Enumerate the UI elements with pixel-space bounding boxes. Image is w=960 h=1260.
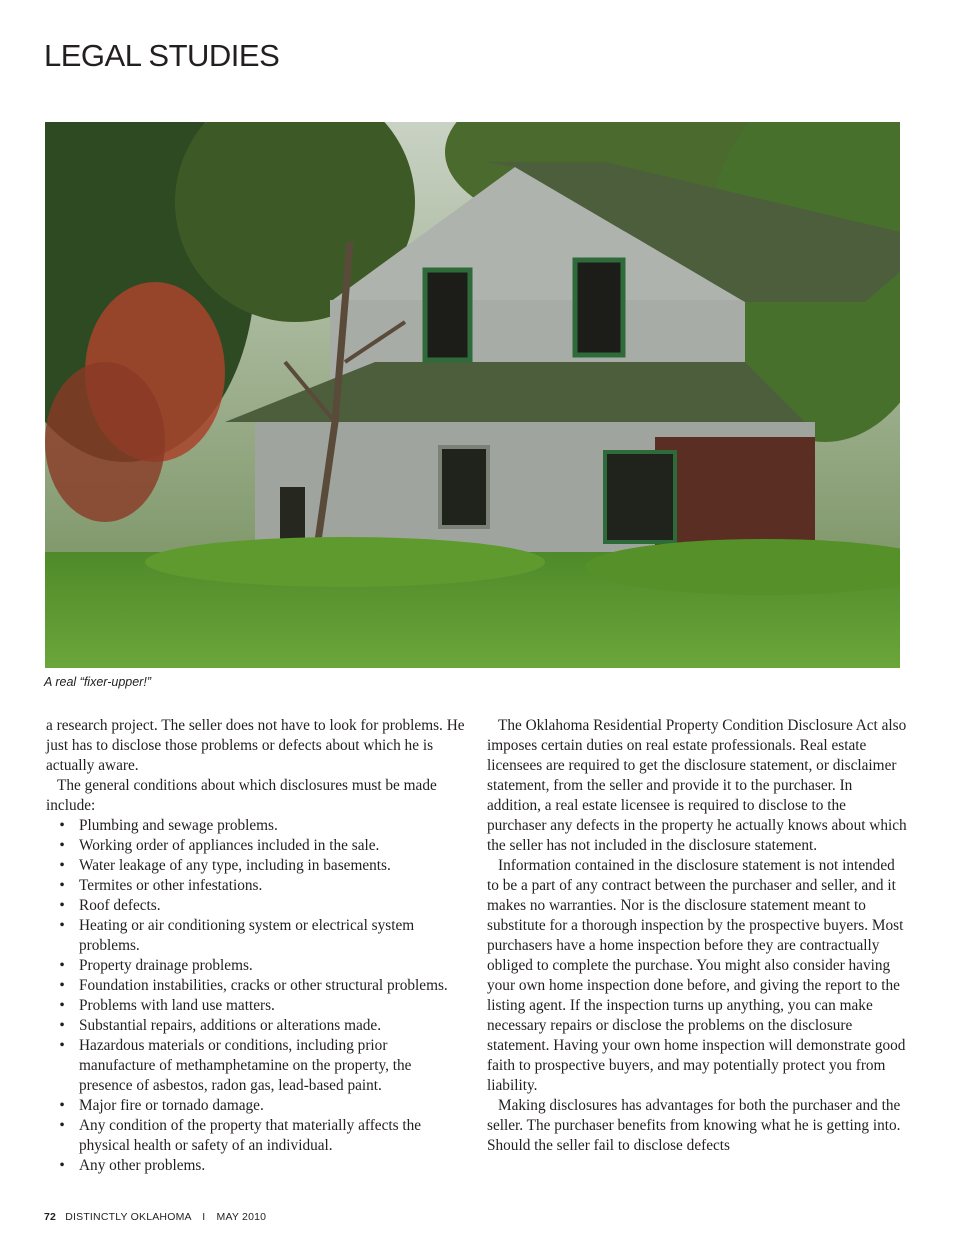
section-title: LEGAL STUDIES	[44, 38, 280, 73]
house-photo	[45, 122, 900, 668]
list-item: • Working order of appliances included in the sale.	[46, 836, 466, 856]
list-item: • Major fire or tornado damage.	[46, 1096, 466, 1116]
bullet-icon: •	[59, 857, 65, 874]
article-left-column	[46, 716, 466, 1176]
bullet-icon: •	[59, 1037, 65, 1054]
list-item: • Substantial repairs, additions or alterations made.	[46, 1016, 466, 1036]
house-photo-illustration	[45, 122, 900, 668]
bullet-icon: •	[59, 957, 65, 974]
bullet-icon: •	[59, 877, 65, 894]
list-item: • Property drainage problems.	[46, 956, 466, 976]
bullet-icon: •	[59, 977, 65, 994]
bullet-icon: •	[59, 817, 65, 834]
issue-date: MAY 2010	[216, 1211, 267, 1223]
list-item: • Termites or other infestations.	[46, 876, 466, 896]
bullet-icon: •	[59, 897, 65, 914]
right-paragraph-2: Information contained in the disclosure statement is not intended to be a part of any contract between the purchaser and seller, and it makes no warranties. Nor is the disclosure statement meant to substitute for a thorough inspection by the prospective buyers. Most purchasers have a home inspection before they are contractually obliged to complete the purchase. You might also consider having your own home inspection done before, and giving the report to the listing agent. If the inspection turns up anything, you can make necessary repairs or disclose the problems on the disclosure statement. Having your own home inspection will demonstrate good faith to prospective buyers, and may potentially protect you from liability.	[487, 857, 906, 1094]
right-paragraph-3: Making disclosures has advantages for both the purchaser and the seller. The purchaser benefits from knowing what he is getting into. Should the seller fail to disclose defects	[487, 1097, 901, 1154]
list-item: • Plumbing and sewage problems.	[46, 816, 466, 836]
disclosure-conditions-list	[46, 816, 466, 1176]
list-item: • Water leakage of any type, including in basements.	[46, 856, 466, 876]
photo-caption: A real “fixer-upper!”	[44, 675, 151, 689]
list-item: • Any other problems.	[46, 1156, 466, 1176]
publication-name: DISTINCTLY OKLAHOMA	[65, 1211, 192, 1223]
list-item: • Hazardous materials or conditions, including prior manufacture of methamphetamine on the property, the presence of asbestos, radon gas, lead-based paint.	[46, 1036, 466, 1096]
list-item: • Roof defects.	[46, 896, 466, 916]
bullet-icon: •	[59, 1117, 65, 1134]
bullet-icon: •	[59, 1097, 65, 1114]
list-item: • Foundation instabilities, cracks or other structural problems.	[46, 976, 466, 996]
bullet-icon: •	[59, 837, 65, 854]
page-number: 72	[44, 1211, 57, 1223]
bullet-icon: •	[59, 997, 65, 1014]
list-item: • Any condition of the property that materially affects the physical health or safety of an individual.	[46, 1116, 466, 1156]
right-paragraph-1: The Oklahoma Residential Property Condition Disclosure Act also imposes certain duties on real estate professionals. Real estate licensees are required to get the disclosure statement, or disclaimer statement, from the seller and provide it to the purchaser. In addition, a real estate licensee is required to disclose to the purchaser any defects in the property he actually knows about which the seller has not included in the disclosure statement.	[487, 717, 907, 854]
page-footer	[44, 1211, 266, 1223]
left-paragraph-1: a research project. The seller does not have to look for problems. He just has to disclose those problems or defects about which he is actually aware.	[46, 717, 465, 774]
article-right-column	[487, 716, 907, 1156]
bullet-icon: •	[59, 917, 65, 934]
bullet-icon: •	[59, 1157, 65, 1174]
list-item: • Problems with land use matters.	[46, 996, 466, 1016]
bullet-icon: •	[59, 1017, 65, 1034]
footer-separator: I	[202, 1211, 206, 1223]
list-item: • Heating or air conditioning system or electrical system problems.	[46, 916, 466, 956]
left-paragraph-2: The general conditions about which disclosures must be made include:	[46, 777, 437, 814]
